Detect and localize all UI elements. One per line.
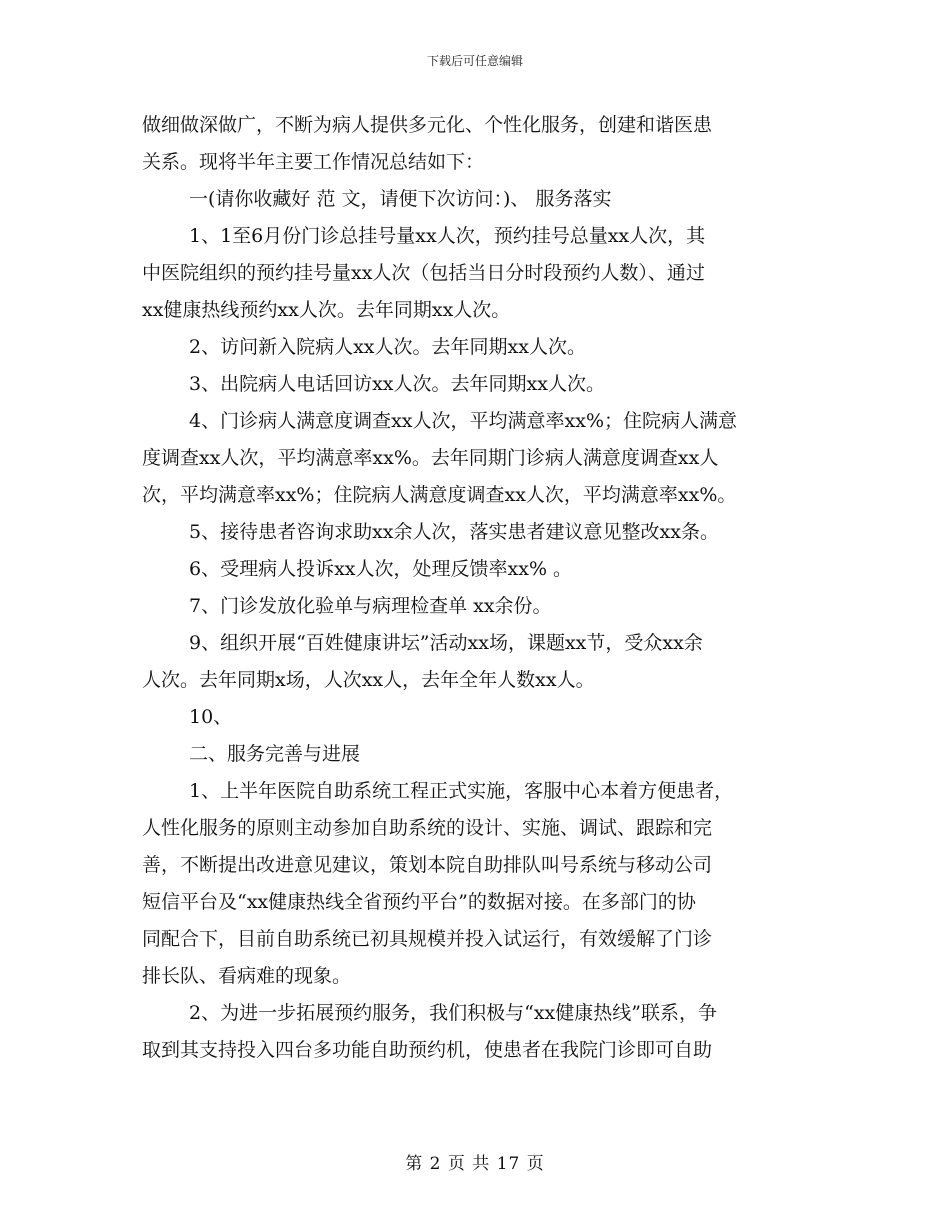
text-line: 取到其支持投入四台多功能自助预约机，使患者在我院门诊即可自助: [142, 1039, 713, 1061]
text-line: 人次。去年同期x场，人次xx人，去年全年人数xx人。: [142, 669, 595, 691]
text-line: 7、门诊发放化验单与病理检查单 xx余份。: [189, 595, 552, 617]
text-line: 6、受理病人投诉xx人次，处理反馈率xx% 。: [189, 558, 573, 580]
page-number-footer: 第 2 页 共 17 页: [405, 1154, 545, 1174]
section-heading-one: 一(请你收藏好 范 文，请便下次访问：)、 服务落实: [189, 188, 612, 210]
text-line: xx健康热线预约xx人次。去年同期xx人次。: [142, 299, 511, 321]
page-header-note: 下载后可任意编辑: [426, 54, 523, 68]
text-line: 1、上半年医院自助系统工程正式实施，客服中心本着方便患者，: [189, 780, 734, 802]
text-line: 排长队、看病难的现象。: [142, 965, 352, 987]
text-line: 5、接待患者咨询求助xx余人次，落实患者建议意见整改xx条。: [189, 521, 719, 543]
text-line: 4、门诊病人满意度调查xx人次，平均满意率xx%；住院病人满意: [189, 410, 738, 432]
section-heading-two: 二、服务完善与进展: [189, 743, 361, 765]
text-line: 2、访问新入院病人xx人次。去年同期xx人次。: [189, 336, 586, 358]
text-line: 短信平台及“xx健康热线全省预约平台”的数据对接。在多部门的协: [142, 891, 696, 913]
text-line: 人性化服务的原则主动参加自助系统的设计、实施、调试、跟踪和完: [142, 817, 713, 839]
text-line: 2、为进一步拓展预约服务，我们积极与“xx健康热线”联系，争: [189, 1002, 717, 1024]
text-line: 度调查xx人次，平均满意率xx%。去年同期门诊病人满意度调查xx人: [142, 447, 719, 469]
text-line: 1、1至6月份门诊总挂号量xx人次，预约挂号总量xx人次，其: [189, 225, 706, 247]
text-line: 中医院组织的预约挂号量xx人次（包括当日分时段预约人数）、通过: [142, 262, 705, 284]
text-line: 9、组织开展“百姓健康讲坛”活动xx场，课题xx节，受众xx余: [189, 632, 703, 654]
text-line: 10、: [189, 706, 233, 728]
text-line: 做细做深做广，不断为病人提供多元化、个性化服务，创建和谐医患: [142, 114, 713, 136]
text-line: 次，平均满意率xx%；住院病人满意度调查xx人次，平均满意率xx%。: [142, 484, 737, 506]
document-body: [142, 107, 810, 1069]
text-line: 善，不断提出改进意见建议，策划本院自助排队叫号系统与移动公司: [142, 854, 713, 876]
text-line: 同配合下，目前自助系统已初具规模并投入试运行，有效缓解了门诊: [142, 928, 713, 950]
text-line: 3、出院病人电话回访xx人次。去年同期xx人次。: [189, 373, 605, 395]
text-line: 关系。现将半年主要工作情况总结如下：: [142, 151, 485, 173]
